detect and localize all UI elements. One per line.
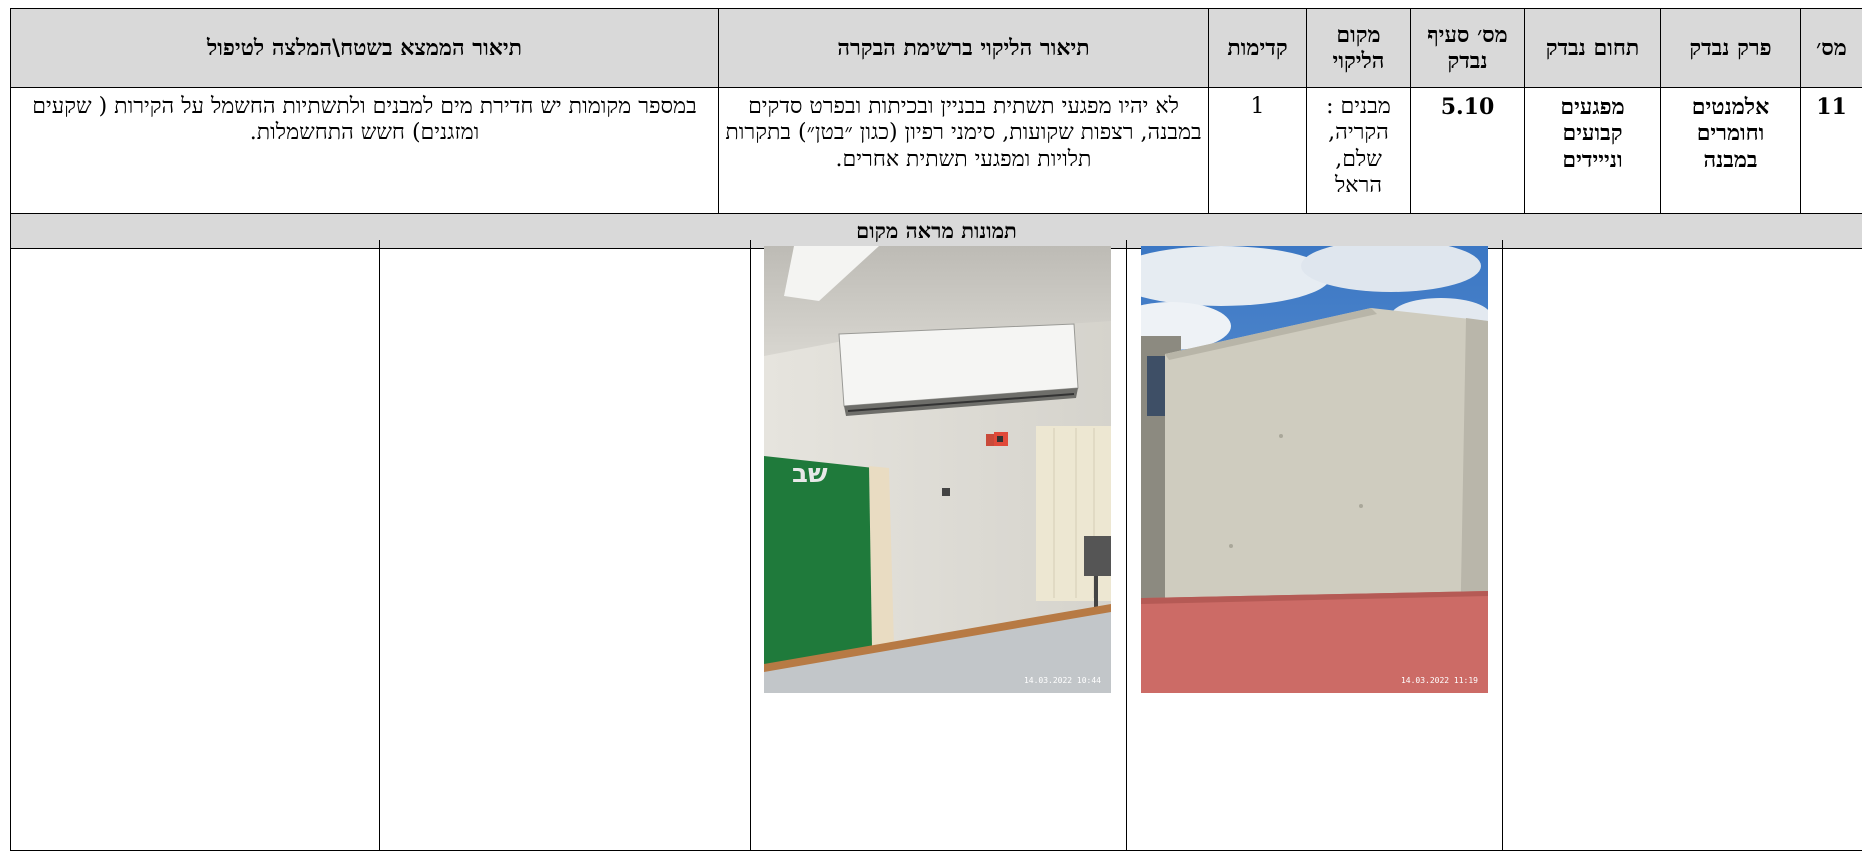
photo-exterior-image	[1141, 246, 1488, 693]
photo-cell-empty-1	[11, 240, 380, 851]
header-finding: תיאור הממצא בשטח\המלצה לטיפול	[11, 9, 719, 88]
header-number: מס׳	[1801, 9, 1862, 88]
header-defect-description: תיאור הליקוי ברשימת הבקרה	[719, 9, 1209, 88]
cell-location: מבנים : הקריה, שלם, הראל	[1307, 88, 1411, 214]
cell-priority: 1	[1209, 88, 1307, 214]
inspection-table	[10, 8, 1862, 249]
cell-defect-description: לא יהיו מפגעי תשתית בבניין ובכיתות ובפרט סדקים במבנה, רצפות שקועות, סימני רפיון (כגון ״בטן״) בתקרות תלויות ומפגעי תשתית אחרים.	[719, 88, 1209, 214]
photo-exterior-timestamp: 14.03.2022 11:19	[1400, 676, 1478, 685]
cell-chapter: אלמנטים וחומרים במבנה	[1661, 88, 1801, 214]
header-section: מס׳ סעיף נבדק	[1411, 9, 1525, 88]
svg-text:שב: שב	[792, 459, 828, 489]
photos-title: תמונות מראה מקום	[11, 214, 1862, 249]
cell-section: 5.10	[1411, 88, 1525, 214]
photo-exterior	[1141, 246, 1488, 693]
header-row	[11, 9, 1862, 88]
photo-cell-empty-3	[1503, 240, 1862, 851]
cell-domain: מפגעים קבועים ונייידים	[1525, 88, 1661, 214]
photo-interior	[764, 246, 1111, 693]
table-row	[11, 88, 1862, 214]
cell-number: 11	[1801, 88, 1862, 214]
header-chapter: פרק נבדק	[1661, 9, 1801, 88]
header-location: מקום הליקוי	[1307, 9, 1411, 88]
photo-cell-empty-2	[380, 240, 751, 851]
photo-interior-timestamp: 14.03.2022 10:44	[1023, 676, 1101, 685]
header-domain: תחום נבדק	[1525, 9, 1661, 88]
header-priority: קדימות	[1209, 9, 1307, 88]
cell-finding: במספר מקומות יש חדירת מים למבנים ולתשתיות החשמל על הקירות ( שקעים ומזגנים) חשש התחשמלות.	[11, 88, 719, 214]
photo-interior-image	[764, 246, 1111, 693]
